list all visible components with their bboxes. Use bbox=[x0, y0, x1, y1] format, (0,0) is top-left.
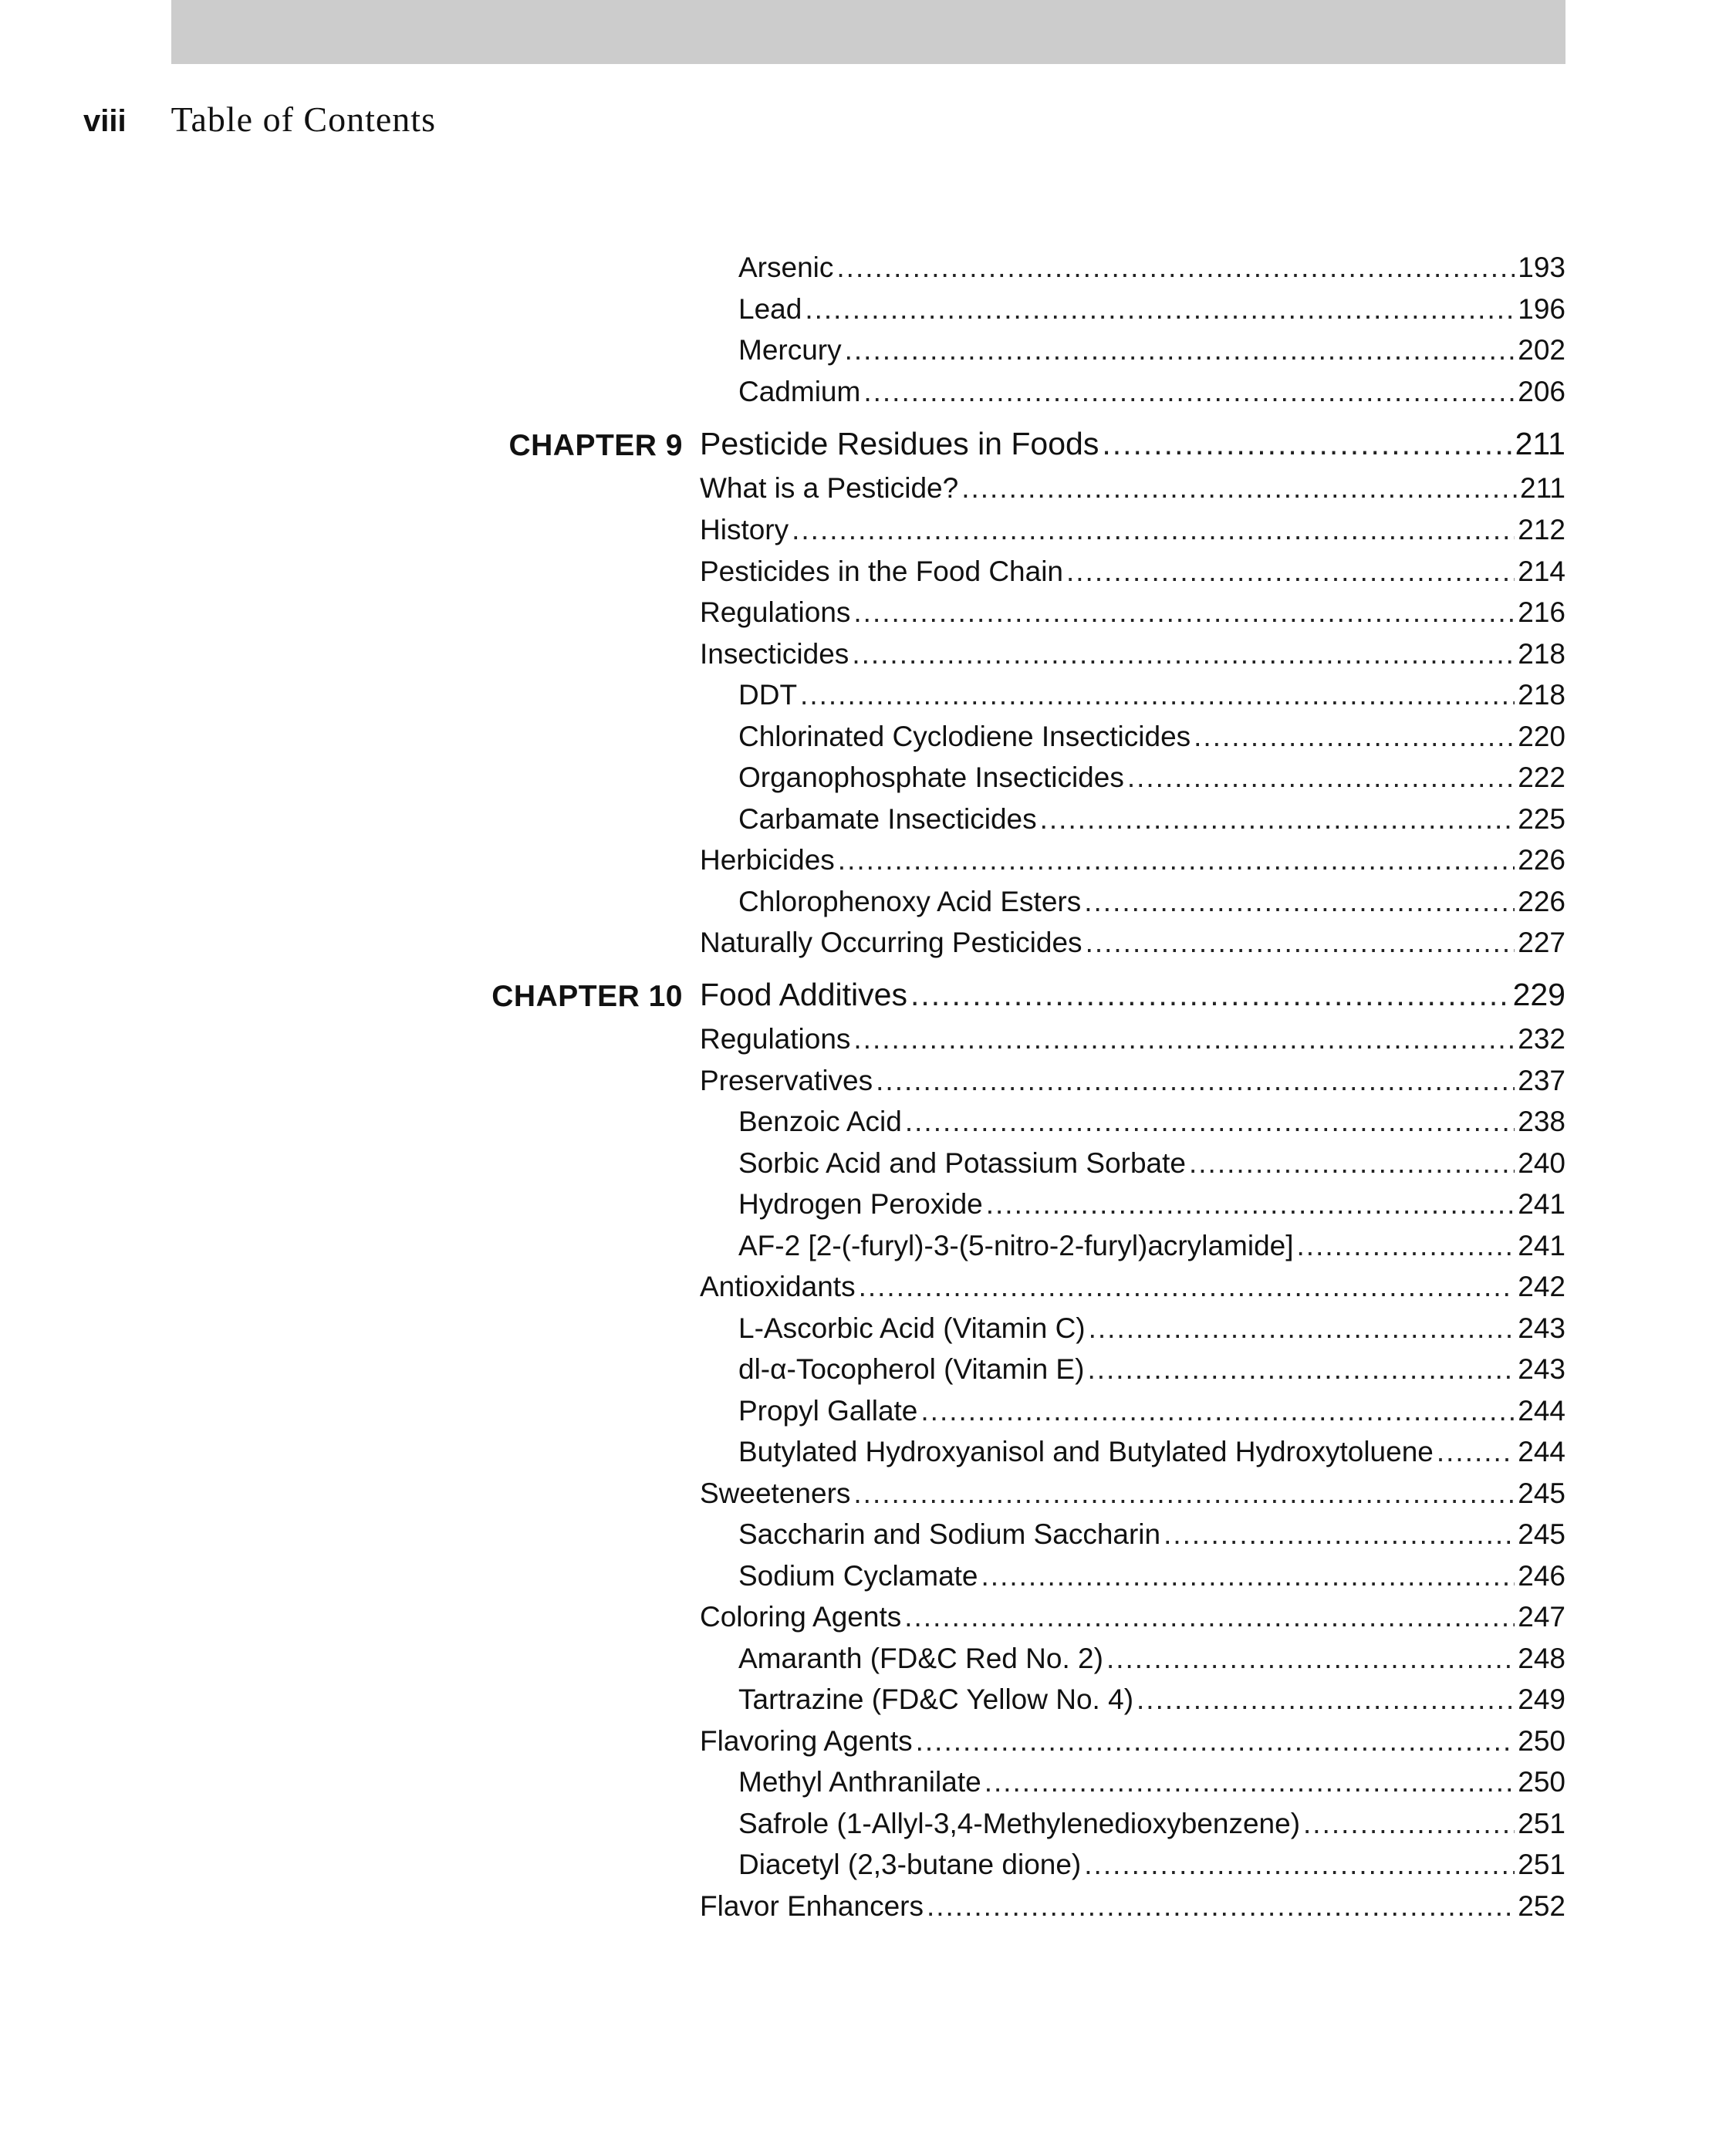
toc-entry[interactable]: Amaranth (FD&C Red No. 2) ..... 248 bbox=[738, 1643, 1565, 1681]
toc-entry[interactable]: Naturally Occurring Pesticides ..... 227 bbox=[700, 927, 1565, 965]
toc-entry[interactable]: Regulations ..... 216 bbox=[700, 596, 1565, 635]
toc-entry[interactable]: Propyl Gallate ..... 244 bbox=[738, 1395, 1565, 1434]
toc-entry[interactable]: Tartrazine (FD&C Yellow No. 4) ..... 249 bbox=[738, 1683, 1565, 1722]
toc-entry[interactable]: Safrole (1-Allyl-3,4-Methylenedioxybenzene) ..... 251 bbox=[738, 1808, 1565, 1846]
toc-entry[interactable]: Organophosphate Insecticides ..... 222 bbox=[738, 762, 1565, 800]
toc-entry[interactable]: DDT ..... 218 bbox=[738, 679, 1565, 718]
toc-entry[interactable]: Lead ..... 196 bbox=[738, 293, 1565, 332]
toc-entry[interactable]: Cadmium ..... 206 bbox=[738, 376, 1565, 414]
toc-entry[interactable]: Butylated Hydroxyanisol and Butylated Hydroxytoluene ..... 244 bbox=[738, 1436, 1565, 1474]
toc-entry[interactable]: dl-α-Tocopherol (Vitamin E) ..... 243 bbox=[738, 1353, 1565, 1392]
toc-entry[interactable]: Chlorinated Cyclodiene Insecticides ..... 220 bbox=[738, 721, 1565, 759]
toc-entry[interactable]: Saccharin and Sodium Saccharin ..... 245 bbox=[738, 1518, 1565, 1557]
toc-entry[interactable]: Chlorophenoxy Acid Esters ..... 226 bbox=[738, 886, 1565, 924]
toc-entry[interactable]: Antioxidants ..... 242 bbox=[700, 1271, 1565, 1309]
toc-entry[interactable]: Insecticides ..... 218 bbox=[700, 638, 1565, 677]
toc-entry[interactable]: L-Ascorbic Acid (Vitamin C) ..... 243 bbox=[738, 1312, 1565, 1351]
toc-entry[interactable]: Pesticides in the Food Chain ..... 214 bbox=[700, 556, 1565, 594]
toc-entry[interactable]: Herbicides ..... 226 bbox=[700, 844, 1565, 883]
toc-entry[interactable]: Mercury ..... 202 bbox=[738, 334, 1565, 373]
toc-entry[interactable]: Regulations ..... 232 bbox=[700, 1023, 1565, 1062]
toc-entry[interactable]: Methyl Anthranilate ..... 250 bbox=[738, 1766, 1565, 1805]
toc-entry[interactable]: Carbamate Insecticides ..... 225 bbox=[738, 803, 1565, 842]
chapter-10-label: CHAPTER 10 bbox=[491, 980, 683, 1013]
toc-entry[interactable]: Sodium Cyclamate ..... 246 bbox=[738, 1560, 1565, 1599]
toc-entry[interactable]: Flavoring Agents ..... 250 bbox=[700, 1725, 1565, 1764]
toc-entry[interactable]: Hydrogen Peroxide ..... 241 bbox=[738, 1188, 1565, 1227]
toc-entry[interactable]: Benzoic Acid ..... 238 bbox=[738, 1106, 1565, 1144]
chapter-9-label: CHAPTER 9 bbox=[508, 429, 683, 462]
toc-entry[interactable]: What is a Pesticide? ..... 211 bbox=[700, 472, 1565, 511]
chapter-10-title-row[interactable]: Food Additives ..... 229 bbox=[700, 977, 1565, 1020]
toc-entry[interactable]: Coloring Agents ..... 247 bbox=[700, 1601, 1565, 1640]
toc-entry[interactable]: AF-2 [2-(-furyl)-3-(5-nitro-2-furyl)acrylamide] ..... 241 bbox=[738, 1230, 1565, 1268]
toc-entry[interactable]: Arsenic ..... 193 bbox=[738, 252, 1565, 290]
toc-entry[interactable]: Preservatives ..... 237 bbox=[700, 1065, 1565, 1103]
page-number: viii bbox=[83, 104, 127, 138]
running-title: Table of Contents bbox=[171, 100, 436, 139]
toc-entry[interactable]: History ..... 212 bbox=[700, 514, 1565, 552]
toc-entry[interactable]: Sweeteners ..... 245 bbox=[700, 1477, 1565, 1516]
toc-entry[interactable]: Flavor Enhancers ..... 252 bbox=[700, 1890, 1565, 1929]
chapter-9-title-row[interactable]: Pesticide Residues in Foods ..... 211 bbox=[700, 426, 1565, 469]
toc-entry[interactable]: Sorbic Acid and Potassium Sorbate ..... 240 bbox=[738, 1147, 1565, 1186]
toc-entry[interactable]: Diacetyl (2,3-butane dione) ..... 251 bbox=[738, 1849, 1565, 1887]
